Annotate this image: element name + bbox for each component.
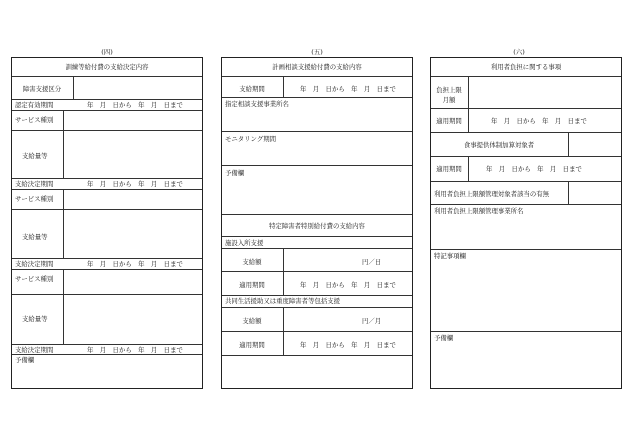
panel-five-header: 計画相談支援給付費の支給内容 (272, 63, 362, 71)
support-period-label: 支給期間 (239, 85, 265, 93)
panel-six-header: 利用者負担に関する事項 (490, 63, 562, 71)
cap-label-line2: 月額 (442, 96, 456, 104)
support-period-value: 年 月 日から 年 月 日まで (300, 85, 396, 93)
notes-label: 予備欄 (225, 169, 245, 177)
group-home-label: 共同生活援助又は重度障害者等包括支援 (225, 297, 341, 305)
cap-management-label: 利用者負担上限額管理対象者該当の有無 (434, 190, 550, 198)
panel-six (430, 57, 622, 389)
special-benefit-header: 特定障害者特別給付費の支給内容 (269, 222, 365, 230)
amount-daily-unit: 円／日 (362, 258, 382, 266)
cap-label-line1: 負担上限 (436, 86, 462, 94)
panel-four-header: 訓練等給付費の支給決定内容 (65, 63, 149, 71)
amount-monthly-unit: 円／月 (362, 317, 382, 325)
applicable-period-value: 年 月 日から 年 月 日まで (300, 281, 396, 289)
applicable-period-label: 適用期間 (436, 165, 462, 173)
decision-period-value: 年 月 日から 年 月 日まで (87, 260, 183, 268)
cert-period-value: 年 月 日から 年 月 日まで (87, 101, 183, 109)
amount-label: 支給額 (242, 317, 262, 325)
amount-label: 支給量等 (22, 152, 48, 160)
notes-label: 予備欄 (15, 356, 35, 364)
panel-six-number: (六) (513, 48, 525, 56)
panel-four (11, 57, 203, 389)
decision-period-label: 支給決定期間 (15, 346, 54, 354)
facility-support-label: 施設入所支援 (225, 239, 264, 247)
cert-period-label: 認定有効期間 (15, 101, 54, 109)
provider-label: 指定相談支援事業所名 (225, 100, 289, 108)
applicable-period-label: 適用期間 (239, 281, 265, 289)
service-type-label: サービス種別 (15, 195, 54, 203)
disability-class-label: 障害支援区分 (22, 85, 62, 93)
applicable-period-value: 年 月 日から 年 月 日まで (491, 117, 587, 125)
amount-label: 支給量等 (22, 233, 48, 241)
decision-period-label: 支給決定期間 (15, 180, 54, 188)
applicable-period-value: 年 月 日から 年 月 日まで (300, 341, 396, 349)
panel-four-number: (四) (101, 48, 113, 56)
decision-period-label: 支給決定期間 (15, 260, 54, 268)
panel-five-number: (五) (311, 48, 323, 56)
applicable-period-label: 適用期間 (436, 117, 462, 125)
service-type-label: サービス種別 (15, 275, 54, 283)
panel-five (221, 57, 413, 389)
cap-management-provider-label: 利用者負担上限額管理事業所名 (434, 207, 524, 215)
amount-label: 支給額 (242, 258, 262, 266)
amount-label: 支給量等 (22, 315, 48, 323)
meal-provision-label: 食事提供体制加算対象者 (463, 141, 535, 149)
special-notes-label: 特記事項欄 (434, 252, 466, 260)
service-type-label: サービス種別 (15, 116, 54, 124)
applicable-period-label: 適用期間 (239, 341, 265, 349)
notes-label: 予備欄 (434, 334, 454, 342)
decision-period-value: 年 月 日から 年 月 日まで (87, 180, 183, 188)
monitoring-label: モニタリング期間 (225, 135, 276, 143)
applicable-period-value: 年 月 日から 年 月 日まで (486, 165, 582, 173)
decision-period-value: 年 月 日から 年 月 日まで (87, 346, 183, 354)
